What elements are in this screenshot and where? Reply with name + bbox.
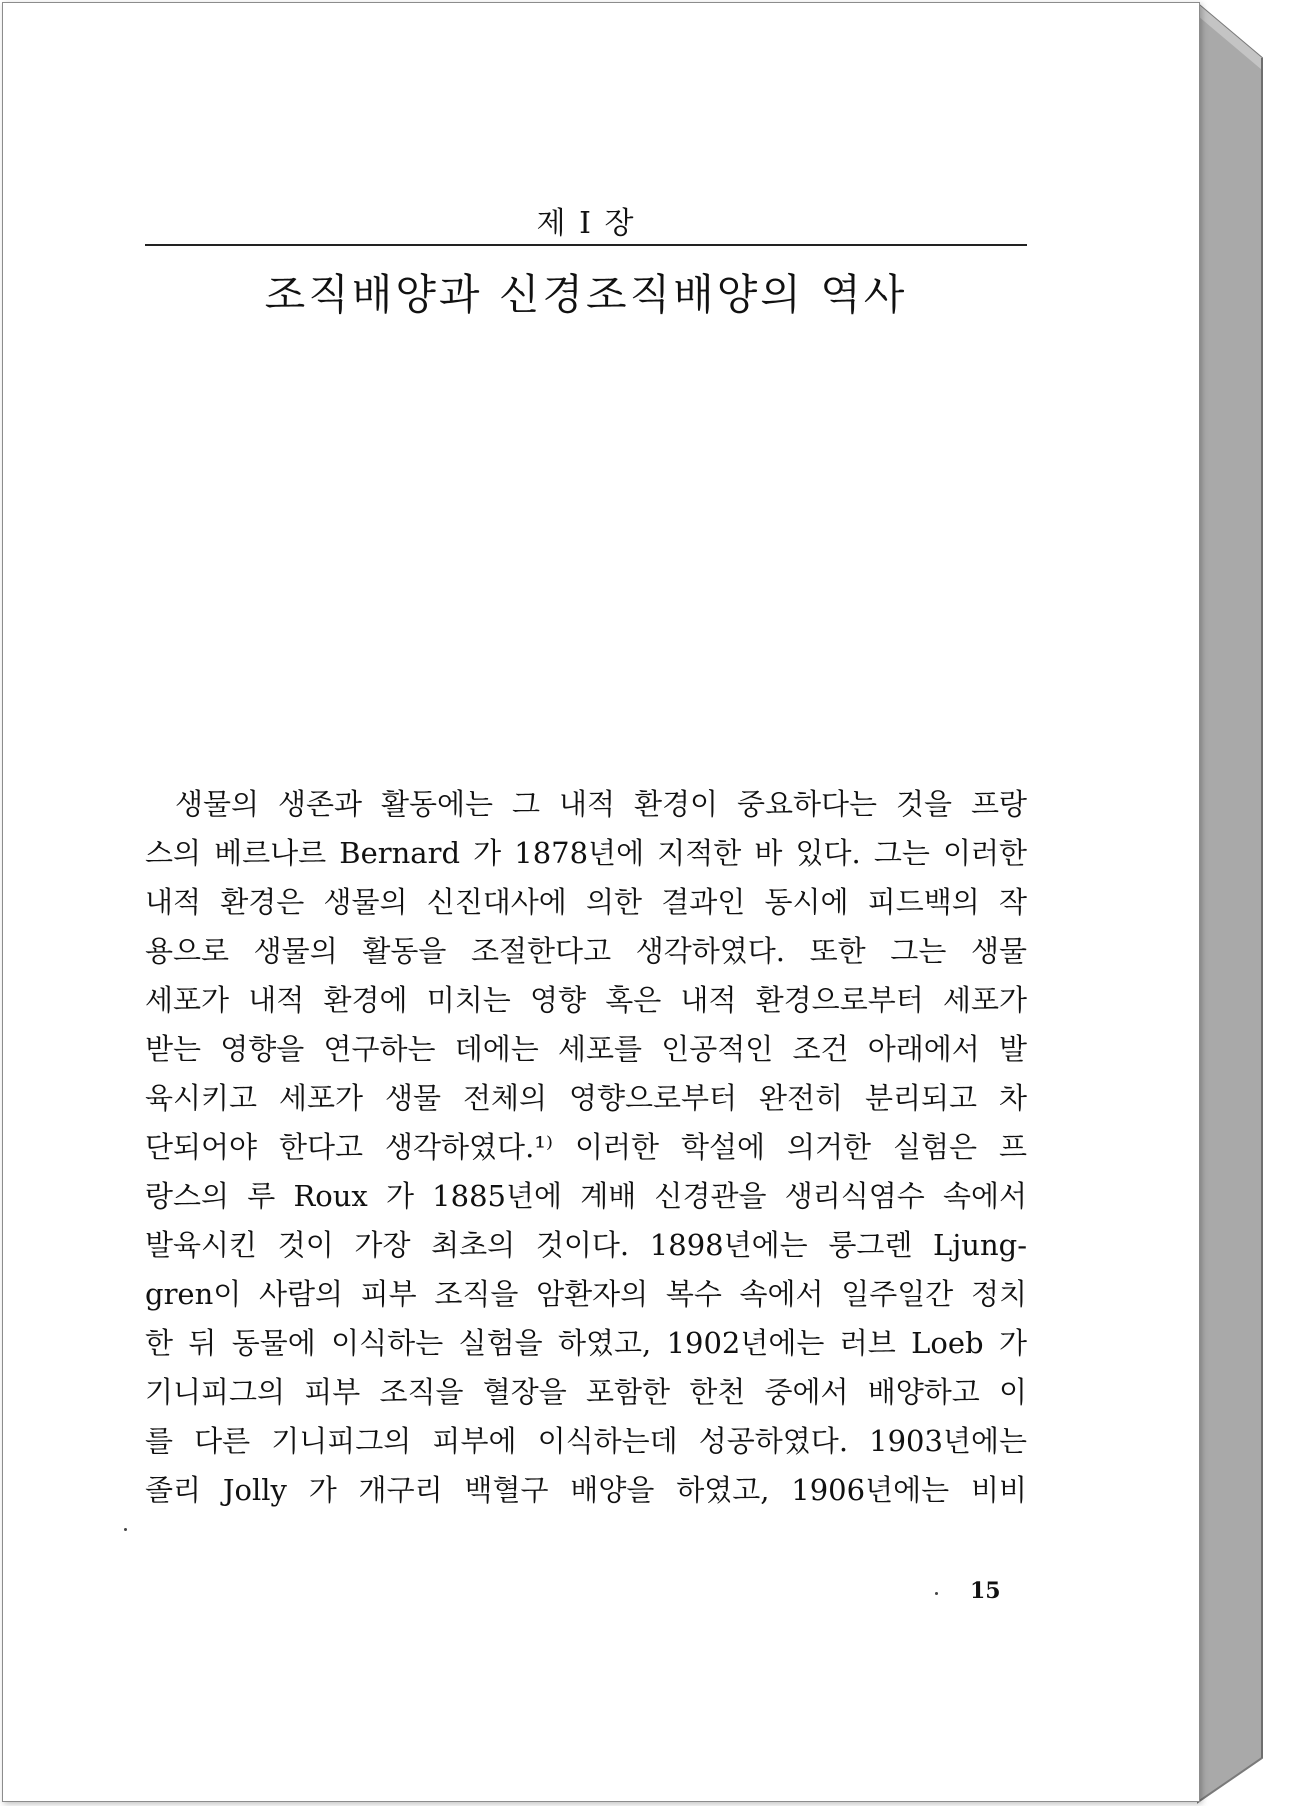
chapter-rule: [145, 244, 1027, 246]
page-number: 15: [970, 1578, 1001, 1604]
chapter-title: 조직배양과 신경조직배양의 역사: [264, 270, 908, 319]
body-line: 발육시킨 것이 가장 최초의 것이다. 1898년에는 룽그렌 Ljung-: [145, 1228, 1027, 1262]
scan-speck: [124, 1528, 127, 1531]
body-line: 스의 베르나르 Bernard 가 1878년에 지적한 바 있다. 그는 이러한: [145, 836, 1027, 870]
body-line: 내적 환경은 생물의 신진대사에 의한 결과인 동시에 피드백의 작: [145, 885, 1027, 919]
body-line: 한 뒤 동물에 이식하는 실험을 하였고, 1902년에는 러브 Loeb 가: [145, 1326, 1027, 1360]
body-paragraph: [145, 780, 1027, 1515]
scan-speck: [935, 1592, 938, 1595]
body-line: 용으로 생물의 활동을 조절한다고 생각하였다. 또한 그는 생물: [145, 934, 1027, 968]
body-line: 졸리 Jolly 가 개구리 백혈구 배양을 하였고, 1906년에는 비비: [145, 1473, 1027, 1507]
body-line: 생물의 생존과 활동에는 그 내적 환경이 중요하다는 것을 프랑: [175, 787, 1027, 821]
body-line: 육시키고 세포가 생물 전체의 영향으로부터 완전히 분리되고 차: [145, 1081, 1027, 1115]
chapter-label: 제 I 장: [536, 206, 636, 241]
body-line: 를 다른 기니피그의 피부에 이식하는데 성공하였다. 1903년에는: [145, 1424, 1027, 1458]
body-line: 세포가 내적 환경에 미치는 영향 혹은 내적 환경으로부터 세포가: [145, 983, 1027, 1017]
body-line: 기니피그의 피부 조직을 혈장을 포함한 한천 중에서 배양하고 이: [145, 1375, 1027, 1409]
body-line: 받는 영향을 연구하는 데에는 세포를 인공적인 조건 아래에서 발: [145, 1032, 1027, 1066]
body-line: 랑스의 루 Roux 가 1885년에 계배 신경관을 생리식염수 속에서: [145, 1179, 1027, 1213]
body-line: gren이 사람의 피부 조직을 암환자의 복수 속에서 일주일간 정치: [145, 1277, 1027, 1311]
body-line: 단되어야 한다고 생각하였다.¹⁾ 이러한 학설에 의거한 실험은 프: [145, 1130, 1027, 1164]
